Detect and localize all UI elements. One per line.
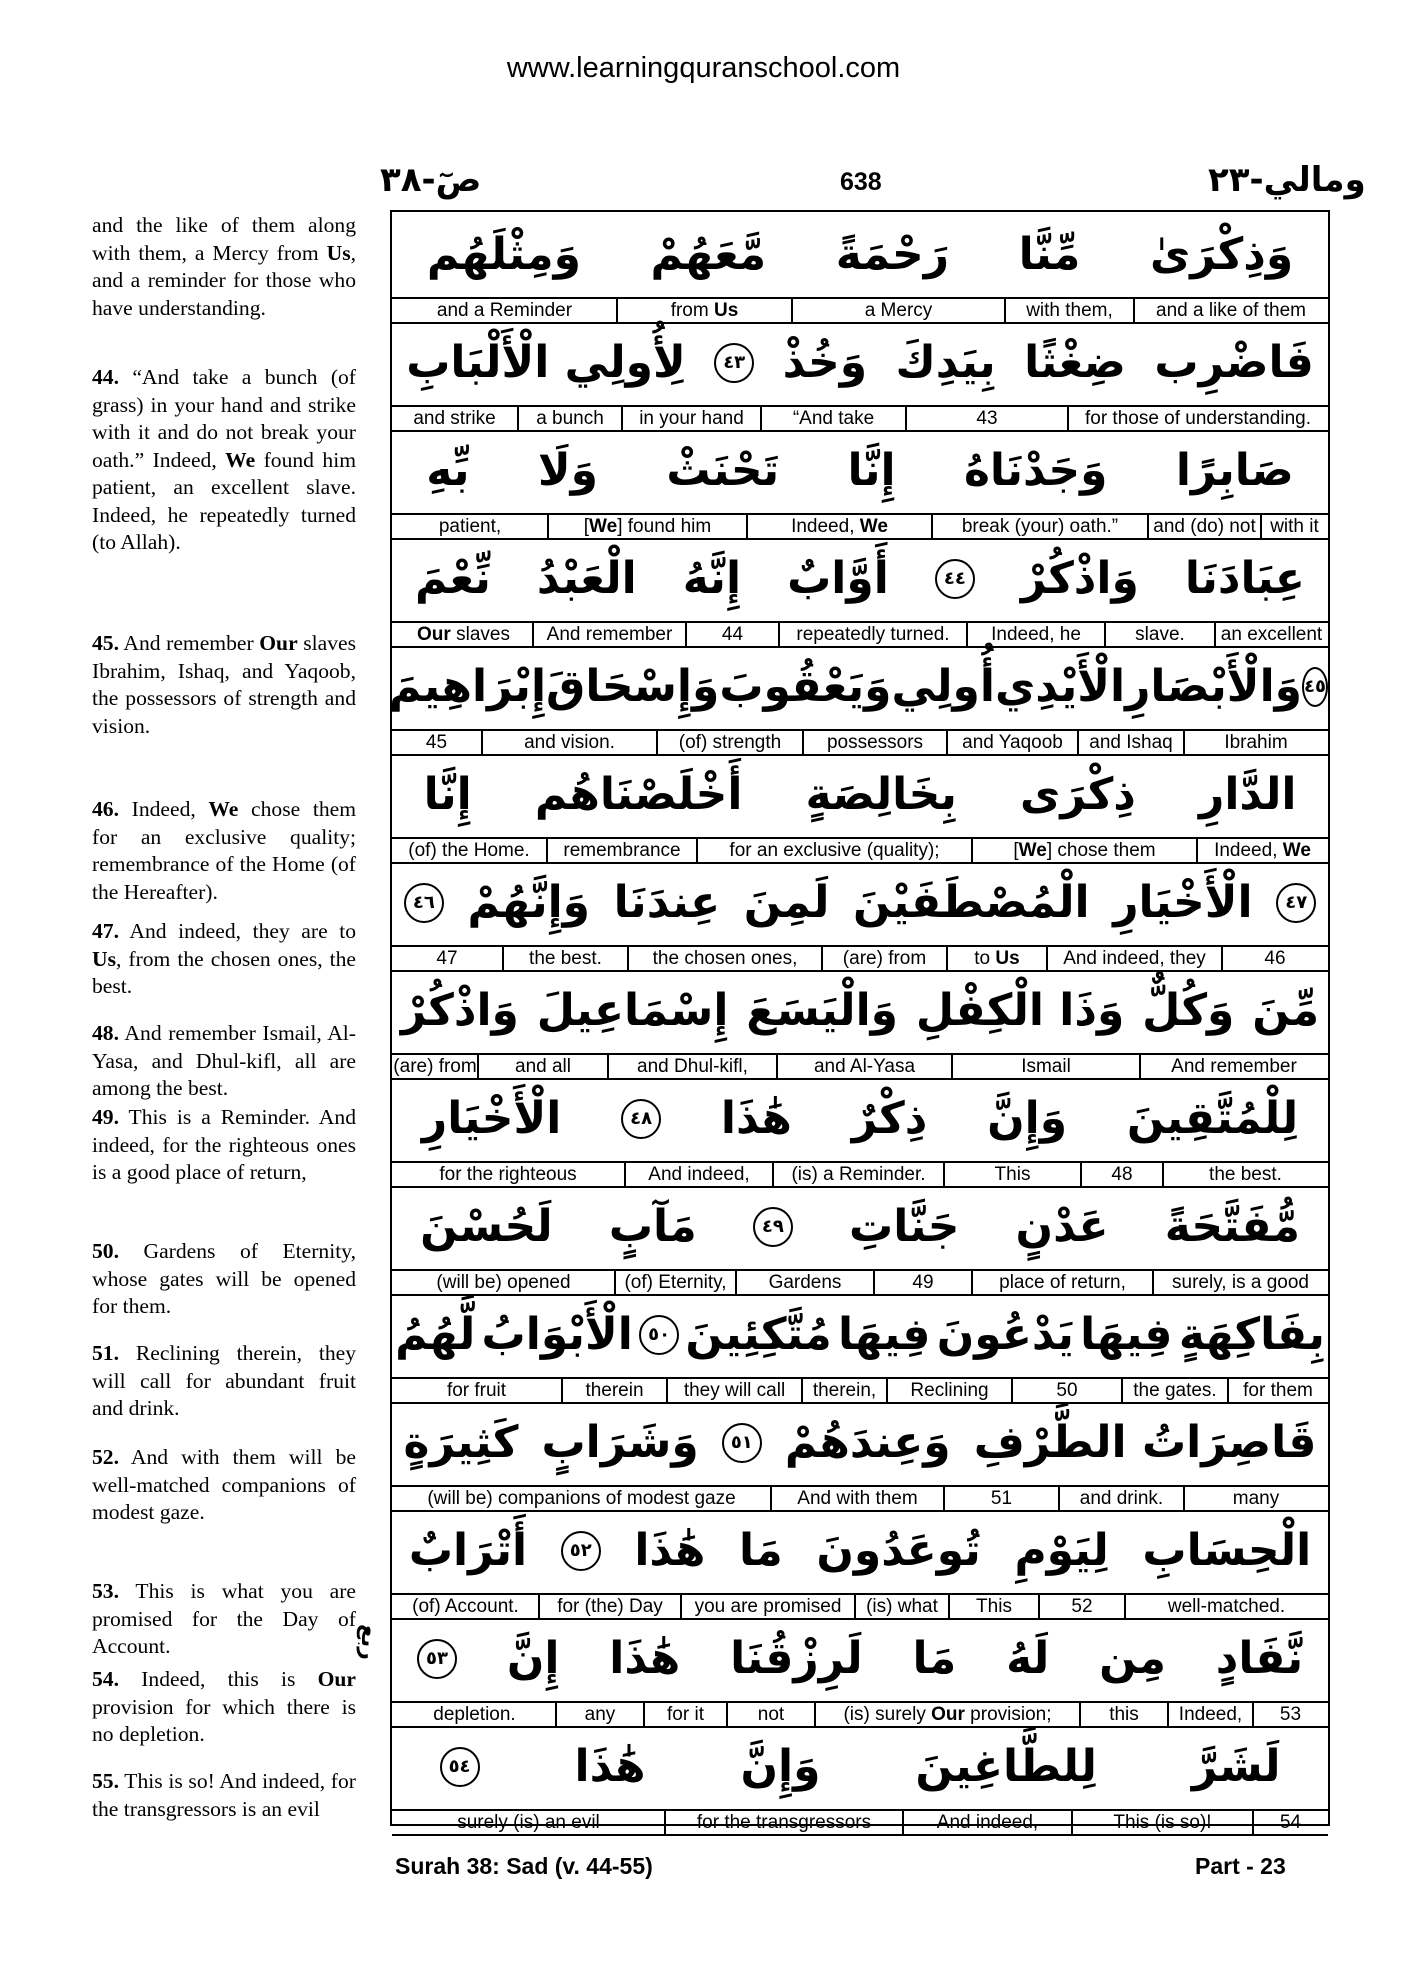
translation-cell: to Us — [946, 947, 1046, 970]
translation-cell: [We] chose them — [971, 839, 1196, 862]
translation-cell: Ibrahim — [1183, 731, 1327, 754]
translation-cell: place of return, — [971, 1271, 1152, 1294]
arabic-line — [389, 644, 1328, 729]
arabic-word: الْأَيْدِي — [994, 661, 1126, 712]
arabic-word: أَخْلَصْنَاهُم — [534, 769, 743, 820]
translation-cell: (of) strength — [656, 731, 802, 754]
arabic-word: عِبَادَنَا — [1184, 553, 1305, 604]
table-row — [392, 428, 1328, 536]
translation-cell: Indeed, he — [966, 623, 1104, 646]
arabic-word: لِيَوْمِ — [1014, 1525, 1109, 1576]
arabic-word: جَنَّاتِ — [849, 1201, 960, 1252]
arabic-word: يَدْعُونَ — [936, 1309, 1074, 1360]
translation-cell: and vision. — [481, 731, 656, 754]
table-row — [389, 644, 1328, 753]
translation-cell: 47 — [436, 948, 458, 969]
arabic-word: كَثِيرَةٍ — [403, 1417, 519, 1468]
translation-cell: And with them — [770, 1487, 943, 1510]
verse-translation: 53. This is what you are promised for the Day of Account. — [92, 1579, 356, 1658]
translation-cell: with them, — [1004, 299, 1133, 322]
website-url[interactable]: www.learningquranschool.com — [506, 52, 901, 84]
translation-cell: (of) the Home. — [408, 840, 530, 861]
arabic-word: لِأُولِي الْأَلْبَابِ — [406, 337, 686, 388]
translation-cell: break (your) oath.” — [931, 515, 1147, 538]
arabic-word: مِّنَّا — [1018, 229, 1081, 280]
arabic-line — [392, 320, 1328, 405]
translation-cell: (will be) companions of modest gaze — [427, 1488, 736, 1509]
arabic-word: إِنَّ — [506, 1633, 560, 1684]
arabic-line — [392, 860, 1328, 945]
translation-cell: the gates. — [1121, 1379, 1227, 1402]
arabic-word: عَدْنٍ — [1015, 1201, 1109, 1252]
ayah-marker: ٥١ — [722, 1423, 762, 1463]
translation-cell: therein — [561, 1379, 666, 1402]
arabic-word: لِلطَّاغِينَ — [915, 1741, 1097, 1792]
translation-cell: 53 — [1252, 1703, 1327, 1726]
arabic-word: ذِكْرٌ — [851, 1093, 928, 1144]
verse-translation: 45. And remember Our slaves Ibrahim, Ishaq, and Yaqoob, the possessors of strength and vision. — [92, 631, 357, 738]
translation-cell: And indeed, — [902, 1811, 1071, 1834]
page-number: 638 — [840, 168, 882, 196]
translation-cell: 45 — [425, 732, 448, 753]
table-row — [392, 320, 1328, 428]
translation-cell: for fruit — [446, 1380, 507, 1401]
verse-translation: 48. And remember Ismail, Al-Yasa, and Dhul-kifl, all are among the best. — [92, 1021, 356, 1100]
translation-cell: for the transgressors — [664, 1811, 902, 1834]
translation-cell: from Us — [616, 299, 791, 322]
arabic-word: وَالْأَبْصَارِ — [1125, 661, 1303, 712]
table-row — [392, 1508, 1328, 1616]
verse-translation: 55. This is so! And indeed, for the transgressors is an evil — [92, 1769, 356, 1821]
arabic-line — [392, 752, 1328, 837]
translation-cell: This — [943, 1163, 1080, 1186]
arabic-word: لَحُسْنَ — [420, 1201, 553, 1252]
section-mark-arabic: ربع — [356, 1624, 381, 1660]
arabic-word: أُولِي — [891, 661, 995, 712]
translation-cell: the best. — [502, 947, 627, 970]
ayah-marker: ٥٤ — [440, 1747, 480, 1787]
translation-cell: a Mercy — [791, 299, 1004, 322]
translation-cell: not — [726, 1703, 814, 1726]
ayah-marker: ٤٨ — [621, 1099, 661, 1139]
arabic-word: إِسْمَاعِيلَ — [536, 985, 729, 1036]
translation-cell: you are promised — [680, 1595, 854, 1618]
arabic-word: لَهُ — [1006, 1633, 1050, 1684]
ayah-marker: ٤٧ — [1276, 883, 1316, 923]
arabic-word: وَإِنَّ — [740, 1741, 821, 1792]
translation-cell: and Ishaq — [1077, 731, 1183, 754]
arabic-word: وَجَدْنَاهُ — [963, 445, 1108, 496]
translation-cell: for those of understanding. — [1067, 407, 1327, 430]
arabic-word: نِّعْمَ — [415, 553, 491, 604]
arabic-word: فِيهَا — [1080, 1309, 1173, 1360]
translation-cell: “And take — [760, 407, 905, 430]
arabic-word: وَذِكْرَىٰ — [1149, 229, 1294, 280]
translation-cell: 48 — [1080, 1163, 1162, 1186]
arabic-word: تُوعَدُونَ — [816, 1525, 981, 1576]
translation-cell: Reclining — [886, 1379, 1011, 1402]
arabic-word: وَإِسْحَاقَ — [546, 661, 720, 712]
translation-cell: and drink. — [1058, 1487, 1183, 1510]
arabic-word: تَحْنَثْ — [666, 445, 780, 496]
arabic-word: مَّعَهُمْ — [650, 229, 767, 280]
translation-cell: Ismail — [951, 1055, 1139, 1078]
arabic-word: مِن — [1099, 1633, 1166, 1684]
translation-cell: 54 — [1252, 1811, 1327, 1834]
translation-cell: 50 — [1011, 1379, 1121, 1402]
table-row — [392, 1292, 1328, 1400]
arabic-word: وَاذْكُرْ — [1020, 553, 1139, 604]
translation-cell: they will call — [666, 1379, 801, 1402]
table-row — [392, 968, 1328, 1076]
translation-cell: And indeed, — [624, 1163, 772, 1186]
table-row — [392, 752, 1328, 860]
arabic-word: أَوَّابٌ — [787, 553, 889, 604]
footer-part: Part - 23 — [1195, 1853, 1286, 1879]
translation-cell: (is) surely Our provision; — [814, 1703, 1079, 1726]
arabic-word: وَيَعْقُوبَ — [719, 661, 892, 712]
arabic-word: وَالْيَسَعَ — [746, 985, 899, 1036]
arabic-line — [392, 968, 1328, 1053]
translation-cell: possessors — [802, 731, 946, 754]
arabic-word: مُّفَتَّحَةً — [1164, 1201, 1300, 1252]
translation-cell: surely (is) an evil — [457, 1812, 600, 1833]
arabic-line — [392, 1400, 1328, 1485]
arabic-word: لَمِنَ — [743, 877, 830, 928]
arabic-word: مَا — [912, 1633, 957, 1684]
part-header-arabic: ومالي-٢٣ — [1208, 160, 1366, 200]
translation-cell: 46 — [1221, 947, 1327, 970]
ayah-marker: ٤٦ — [404, 883, 444, 923]
arabic-word: هَٰذَا — [720, 1093, 792, 1144]
verse-translation: 50. Gardens of Eternity, whose gates will be opened for them. — [92, 1239, 356, 1318]
table-row — [392, 1724, 1328, 1832]
arabic-word: بِفَاكِهَةٍ — [1178, 1309, 1325, 1360]
translation-line — [392, 1809, 1328, 1836]
translation-cell: 44 — [685, 623, 778, 646]
translation-cell: depletion. — [433, 1704, 516, 1725]
translation-cell: and a like of them — [1133, 299, 1327, 322]
translation-cell: surely, is a good — [1152, 1271, 1327, 1294]
translation-cell: (is) a Reminder. — [772, 1163, 943, 1186]
translation-cell: any — [555, 1703, 643, 1726]
translation-cell: And indeed, they — [1046, 947, 1221, 970]
translation-cell: for an exclusive (quality); — [696, 839, 971, 862]
arabic-word: وَكُلٌّ — [1142, 985, 1235, 1036]
arabic-line — [392, 1616, 1328, 1701]
arabic-line — [392, 1184, 1328, 1269]
translation-cell: And remember — [1139, 1055, 1327, 1078]
verse-translation: 52. And with them will be well-matched companions of modest gaze. — [92, 1445, 356, 1524]
translation-cell: and strike — [413, 408, 496, 429]
ayah-marker: ٤٥ — [1302, 667, 1328, 707]
translation-cell: the chosen ones, — [627, 947, 821, 970]
table-row — [392, 1400, 1328, 1508]
translation-cell: Indeed, — [1167, 1703, 1252, 1726]
translation-cell: and Al-Yasa — [776, 1055, 951, 1078]
arabic-word: أَتْرَابٌ — [408, 1525, 528, 1576]
translation-cell: 43 — [905, 407, 1067, 430]
translation-cell: therein, — [801, 1379, 886, 1402]
arabic-word: وَاذْكُرْ — [400, 985, 519, 1036]
verse-translation: 49. This is a Reminder. And indeed, for the righteous ones is a good place of return, — [92, 1105, 356, 1184]
arabic-word: عِندَنَا — [613, 877, 721, 928]
table-row — [392, 1616, 1328, 1724]
translation-cell: Indeed, We — [746, 515, 931, 538]
arabic-word: إِنَّا — [847, 445, 896, 496]
table-row — [392, 212, 1328, 320]
translation-cell: 52 — [1038, 1595, 1124, 1618]
translation-cell: (are) from — [393, 1056, 477, 1077]
translation-cell: with it — [1260, 515, 1327, 538]
table-row — [392, 860, 1328, 968]
translation-cell: (is) what — [854, 1595, 948, 1618]
translation-cell: (will be) opened — [436, 1272, 571, 1293]
arabic-line — [392, 212, 1328, 297]
surah-header-arabic: صٓ-٣٨ — [380, 160, 482, 200]
translation-cell: this — [1079, 1703, 1167, 1726]
table-row — [392, 1184, 1328, 1292]
arabic-word: وَشَرَابٍ — [541, 1417, 699, 1468]
arabic-word: مَا — [738, 1525, 783, 1576]
word-by-word-table — [389, 210, 1330, 1833]
arabic-word: وَلَا — [537, 445, 598, 496]
arabic-word: الْأَخْيَارِ — [421, 1093, 562, 1144]
arabic-line — [392, 1292, 1328, 1377]
arabic-word: الْعَبْدُ — [536, 553, 637, 604]
verse-translation: 51. Reclining therein, they will call for abundant fruit and drink. — [92, 1341, 356, 1420]
arabic-word: فِيهَا — [838, 1309, 931, 1360]
arabic-word: مَآبٍ — [608, 1201, 697, 1252]
arabic-word: الْأَبْوَابُ — [481, 1309, 633, 1360]
arabic-word: هَٰذَا — [609, 1633, 681, 1684]
arabic-word: هَٰذَا — [574, 1741, 646, 1792]
arabic-word: لَشَرَّ — [1191, 1741, 1281, 1792]
translation-cell: for it — [643, 1703, 726, 1726]
translation-cell: Indeed, We — [1196, 839, 1327, 862]
translation-cell: And remember — [532, 623, 685, 646]
translation-cell: for them — [1227, 1379, 1327, 1402]
arabic-word: إِبْرَاهِيمَ — [389, 661, 547, 712]
arabic-word: وَإِنَّهُمْ — [467, 877, 591, 928]
arabic-word: قَاصِرَاتُ الطَّرْفِ — [973, 1417, 1317, 1468]
arabic-line — [392, 428, 1328, 513]
ayah-marker: ٤٣ — [714, 343, 754, 383]
arabic-word: ضِغْثًا — [1024, 337, 1126, 388]
translation-cell: and all — [477, 1055, 607, 1078]
translation-cell: many — [1183, 1487, 1327, 1510]
arabic-line — [392, 1724, 1328, 1809]
arabic-word: لَّهُمُ — [395, 1309, 476, 1360]
footer-surah: Surah 38: Sad (v. 44-55) — [395, 1853, 653, 1879]
arabic-word: الْأَخْيَارِ — [1113, 877, 1253, 928]
arabic-word: هَٰذَا — [634, 1525, 706, 1576]
arabic-word: بِخَالِصَةٍ — [805, 769, 957, 820]
arabic-word: صَابِرًا — [1175, 445, 1294, 496]
translation-cell: This — [948, 1595, 1038, 1618]
table-row — [392, 536, 1328, 644]
translation-cell: the best. — [1162, 1163, 1327, 1186]
verse-translation: 46. Indeed, We chose them for an exclusive quality; remembrance of the Home (of the Hereafter). — [92, 797, 356, 904]
translation-cell: slave. — [1104, 623, 1214, 646]
arabic-word: رَحْمَةً — [835, 229, 950, 280]
translation-cell: a bunch — [517, 407, 621, 430]
translation-cell: repeatedly turned. — [778, 623, 966, 646]
arabic-word: إِنَّا — [423, 769, 472, 820]
arabic-word: إِنَّهُ — [682, 553, 742, 604]
ayah-marker: ٥٢ — [561, 1531, 601, 1571]
arabic-word: مُتَّكِئِينَ — [685, 1309, 832, 1360]
translation-cell: remembrance — [546, 839, 696, 862]
translation-cell: 49 — [873, 1271, 971, 1294]
arabic-word: نَّفَادٍ — [1215, 1633, 1304, 1684]
arabic-word: لَرِزْقُنَا — [730, 1633, 863, 1684]
arabic-word: وَمِثْلَهُم — [426, 229, 581, 280]
arabic-word: لِلْمُتَّقِينَ — [1126, 1093, 1299, 1144]
ayah-marker: ٥٣ — [417, 1639, 457, 1679]
arabic-word: وَعِندَهُمْ — [784, 1417, 951, 1468]
translation-cell: and (do) not — [1147, 515, 1260, 538]
translation-cell: and Yaqoob — [946, 731, 1077, 754]
translation-cell: and a Reminder — [436, 300, 573, 321]
translation-cell: for the righteous — [439, 1164, 577, 1185]
verse-translation: 54. Indeed, this is Our provision for which there is no depletion. — [92, 1667, 356, 1746]
verse-translation: 44. “And take a bunch (of grass) in your hand and strike with it and do not break your oath.” Indeed, We found him patient, an excellent slave. Indeed, he repeatedly turned (to Allah). — [92, 365, 356, 554]
translation-cell: (of) Eternity, — [614, 1271, 735, 1294]
ayah-marker: ٤٩ — [753, 1207, 793, 1247]
translation-cell: This (is so)! — [1071, 1811, 1252, 1834]
arabic-word: الْمُصْطَفَيْنَ — [853, 877, 1090, 928]
arabic-word: الدَّارِ — [1199, 769, 1297, 820]
translation-cell: for (the) Day — [538, 1595, 680, 1618]
table-row — [392, 1076, 1328, 1184]
translation-cell: in your hand — [621, 407, 760, 430]
arabic-word: وَذَا الْكِفْلِ — [915, 985, 1125, 1036]
translation-cell: 51 — [943, 1487, 1058, 1510]
arabic-word: بِيَدِكَ — [895, 337, 996, 388]
translation-cell: an excellent — [1214, 623, 1327, 646]
arabic-word: وَإِنَّ — [987, 1093, 1068, 1144]
arabic-word: الْحِسَابِ — [1142, 1525, 1312, 1576]
translation-cell: (are) from — [821, 947, 946, 970]
arabic-word: ذِكْرَى — [1020, 769, 1136, 820]
translation-cell: Our slaves — [417, 624, 510, 645]
translation-cell: (of) Account. — [412, 1596, 519, 1617]
ayah-marker: ٤٤ — [935, 559, 975, 599]
translation-cell: and Dhul-kifl, — [607, 1055, 776, 1078]
verse-translation: 47. And indeed, they are to Us, from the chosen ones, the best. — [92, 919, 356, 998]
arabic-line — [392, 1076, 1328, 1161]
translation-cell: patient, — [438, 516, 502, 537]
ayah-marker: ٥٠ — [639, 1315, 679, 1355]
translation-cell: Gardens — [735, 1271, 873, 1294]
translation-cell: well-matched. — [1124, 1595, 1327, 1618]
arabic-line — [392, 536, 1328, 621]
arabic-word: بِّهِ — [426, 445, 470, 496]
translation-cell: [We] found him — [547, 515, 746, 538]
arabic-word: وَخُذْ — [782, 337, 868, 388]
arabic-line — [392, 1508, 1328, 1593]
arabic-word: مِّنَ — [1252, 985, 1320, 1036]
verse-translation: and the like of them along with them, a Mercy from Us, and a reminder for those who have understanding. — [92, 213, 356, 320]
arabic-word: فَاضْرِب — [1154, 337, 1314, 388]
